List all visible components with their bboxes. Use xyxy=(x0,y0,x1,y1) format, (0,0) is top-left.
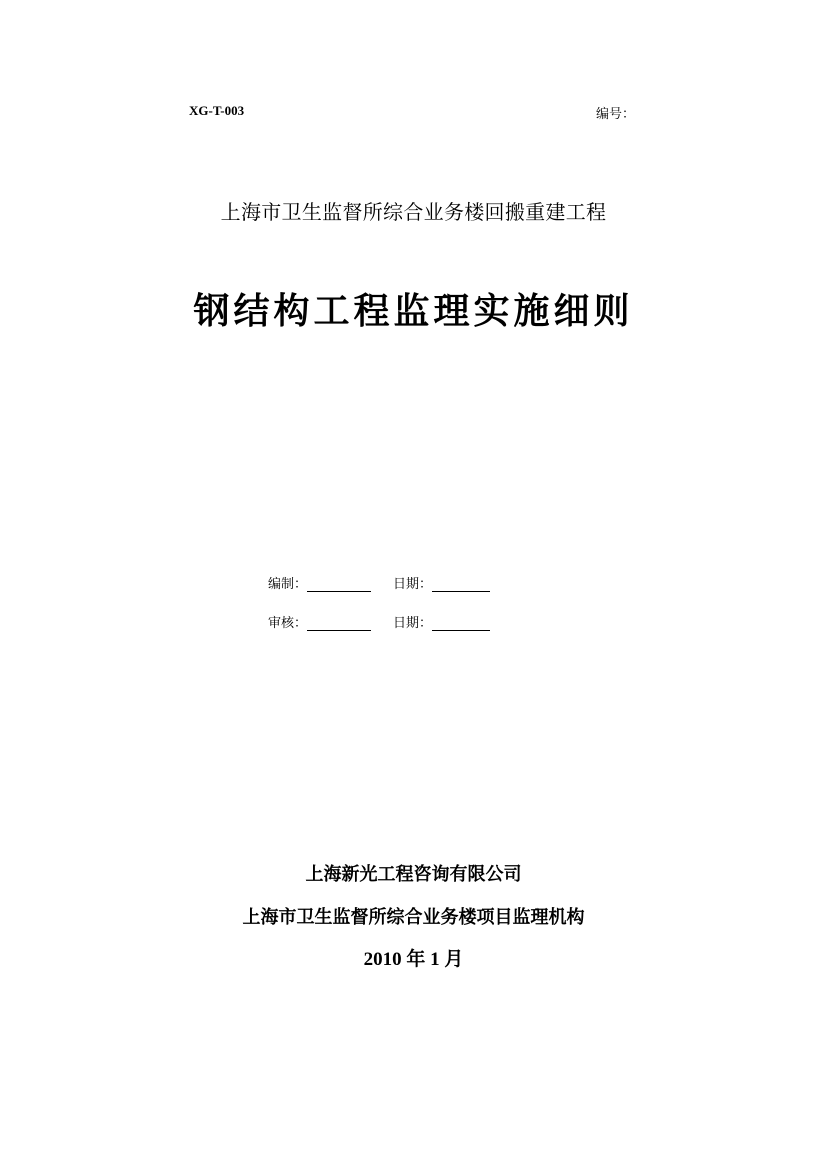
signoff-row-reviewed xyxy=(268,612,490,631)
compiled-date-blank xyxy=(432,577,490,592)
document-code: XG-T-003 xyxy=(189,103,245,118)
supervision-office: 上海市卫生监督所综合业务楼项目监理机构 xyxy=(242,907,585,928)
issue-date: 2010 年 1 月 xyxy=(363,949,464,970)
reviewed-by-blank xyxy=(307,616,371,631)
document-number-label: 编号： xyxy=(596,107,636,122)
reviewed-date-blank xyxy=(432,616,490,631)
compiled-date-label: 日期： xyxy=(393,577,433,592)
reviewed-date-label: 日期： xyxy=(393,616,433,631)
compiled-by-label: 编制： xyxy=(268,577,308,592)
project-title: 上海市卫生监督所综合业务楼回搬重建工程 xyxy=(220,200,607,224)
signoff-row-compiled xyxy=(268,573,490,592)
compiled-by-blank xyxy=(307,577,371,592)
company-name: 上海新光工程咨询有限公司 xyxy=(305,864,522,885)
document-title: 钢结构工程监理实施细则 xyxy=(193,291,634,332)
reviewed-by-label: 审核： xyxy=(268,616,308,631)
